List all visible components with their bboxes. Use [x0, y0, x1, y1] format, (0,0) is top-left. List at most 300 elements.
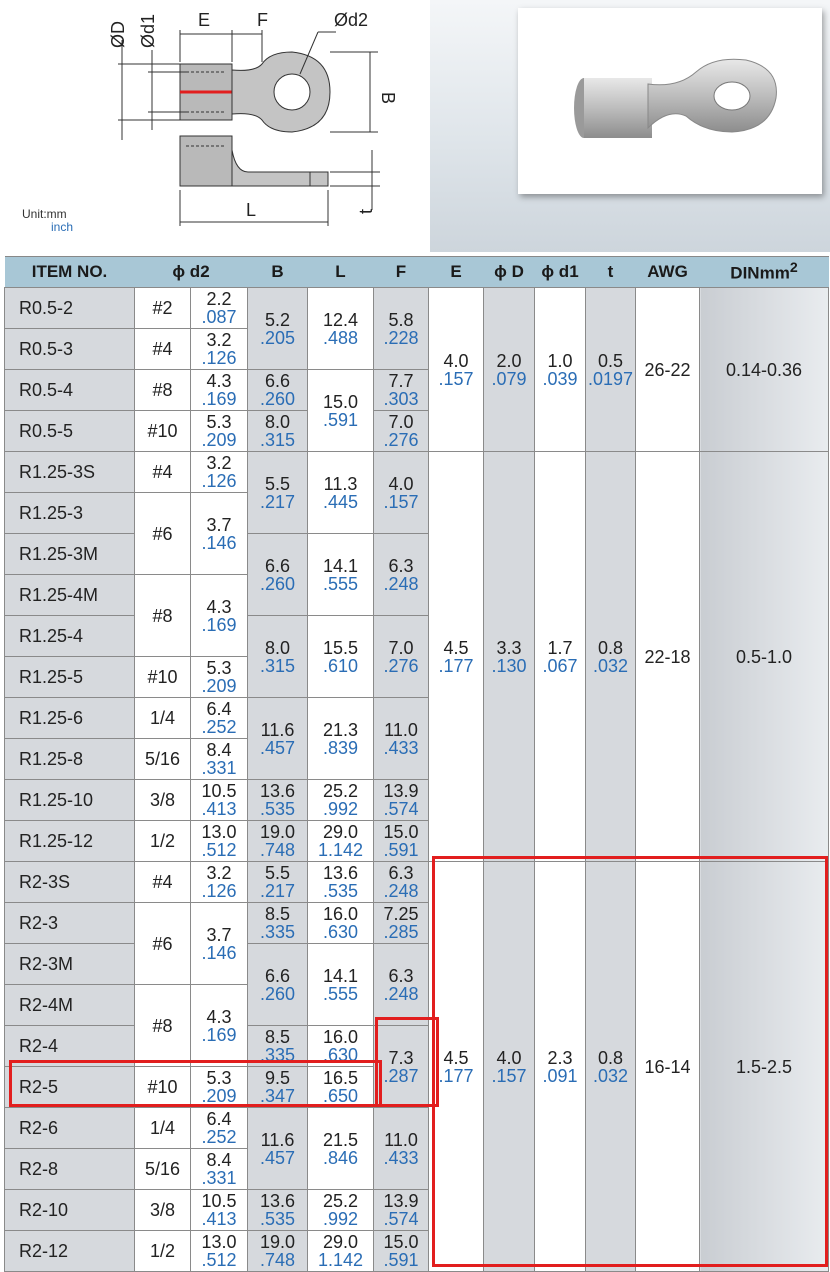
- header-l: L: [308, 257, 374, 288]
- b-cell-mm: 8.0: [264, 412, 291, 432]
- b-cell: [248, 862, 308, 903]
- f-cell: [374, 1108, 429, 1190]
- e-cell-inch: .157: [438, 368, 474, 389]
- table-row: [5, 452, 829, 493]
- l-cell: [308, 1067, 374, 1108]
- d2-cell: [191, 1231, 248, 1272]
- b-cell: [248, 821, 308, 862]
- d2-cell-inch: .331: [201, 1168, 237, 1188]
- f-cell-inch: .303: [383, 389, 419, 409]
- b-cell-inch: .217: [259, 491, 296, 512]
- f-cell: [374, 944, 429, 1026]
- t-cell: [586, 288, 636, 452]
- f-cell-mm: 7.7: [388, 371, 414, 391]
- f-cell: [374, 534, 429, 616]
- f-cell-mm: 13.9: [383, 1191, 419, 1211]
- b-cell-inch: .315: [259, 430, 296, 450]
- f-cell: [374, 616, 429, 698]
- size-cell: 1/4: [135, 698, 191, 739]
- b-cell-mm: 11.6: [260, 1129, 295, 1150]
- l-cell: [308, 288, 374, 370]
- d2-cell-mm: 5.3: [206, 1068, 232, 1088]
- size-cell: 1/2: [135, 1231, 191, 1272]
- t-cell-inch: .032: [592, 1065, 629, 1086]
- d2-cell-mm: 4.3: [206, 1006, 232, 1027]
- label-t: t: [356, 208, 376, 214]
- item-no: R2-12: [5, 1231, 135, 1272]
- l-cell: [308, 1231, 374, 1272]
- b-cell-mm: 9.5: [264, 1068, 291, 1088]
- l-cell: [308, 616, 374, 698]
- b-cell-inch: .347: [259, 1086, 296, 1106]
- l-cell-mm: 16.0: [322, 904, 359, 924]
- b-cell-mm: 19.0: [259, 822, 296, 842]
- item-no: R2-10: [5, 1190, 135, 1231]
- item-no: R2-4: [5, 1026, 135, 1067]
- d-cell-inch: .079: [491, 368, 527, 389]
- d2-cell-inch: .126: [201, 348, 237, 368]
- d2-cell: [191, 493, 248, 575]
- ring-terminal-photo: [518, 8, 822, 194]
- b-cell-inch: .535: [259, 799, 296, 819]
- terminal-spec-table: [4, 256, 829, 1272]
- f-cell-mm: 7.0: [388, 412, 414, 432]
- b-cell: [248, 1231, 308, 1272]
- header-e: E: [429, 257, 484, 288]
- din-cell: 1.5-2.5: [700, 862, 829, 1272]
- item-no: R1.25-10: [5, 780, 135, 821]
- label-d1: Ød1: [138, 13, 158, 48]
- l-cell: [308, 370, 374, 452]
- awg-cell: 22-18: [636, 452, 700, 862]
- d1-cell: [535, 452, 586, 862]
- l-cell-mm: 15.0: [322, 391, 359, 412]
- awg-cell: 26-22: [636, 288, 700, 452]
- b-cell: [248, 288, 308, 370]
- table-row: [5, 862, 829, 903]
- f-cell: [374, 1026, 429, 1108]
- l-cell-mm: 16.0: [322, 1027, 359, 1047]
- table-header: [5, 257, 829, 288]
- b-cell-mm: 6.6: [264, 555, 291, 576]
- d2-cell-mm: 6.4: [206, 1109, 232, 1129]
- l-cell: [308, 821, 374, 862]
- item-no: R1.25-4: [5, 616, 135, 657]
- l-cell: [308, 1026, 374, 1067]
- f-cell-inch: .591: [383, 1250, 419, 1270]
- b-cell-mm: 5.5: [264, 863, 291, 883]
- item-no: R1.25-8: [5, 739, 135, 780]
- d1-cell: [535, 288, 586, 452]
- l-cell-mm: 29.0: [322, 822, 359, 842]
- header-t: t: [586, 257, 636, 288]
- l-cell-inch: .630: [322, 1045, 359, 1065]
- d2-cell: [191, 288, 248, 329]
- size-cell: 3/8: [135, 1190, 191, 1231]
- d2-cell: [191, 370, 248, 411]
- b-cell: [248, 452, 308, 534]
- top-section: [0, 0, 830, 252]
- b-cell-inch: .535: [259, 1209, 296, 1229]
- size-cell: #8: [135, 575, 191, 657]
- d2-cell-mm: 4.3: [206, 596, 232, 617]
- header-d1: ϕ d1: [535, 257, 586, 288]
- label-l: L: [246, 200, 257, 220]
- item-no: R1.25-3: [5, 493, 135, 534]
- item-no: R2-8: [5, 1149, 135, 1190]
- d2-cell: [191, 1190, 248, 1231]
- b-cell-inch: .260: [259, 983, 296, 1004]
- label-d: ØD: [108, 21, 128, 48]
- d2-cell: [191, 821, 248, 862]
- d2-cell: [191, 1149, 248, 1190]
- f-cell-inch: .228: [383, 327, 419, 348]
- b-cell-inch: .217: [259, 881, 296, 901]
- item-no: R1.25-3M: [5, 534, 135, 575]
- l-cell: [308, 780, 374, 821]
- l-cell-inch: .992: [322, 1209, 359, 1229]
- d2-cell-mm: 13.0: [201, 822, 237, 842]
- e-cell-mm: 4.5: [443, 637, 469, 658]
- size-cell: #4: [135, 452, 191, 493]
- f-cell-inch: .248: [383, 983, 419, 1004]
- l-cell: [308, 944, 374, 1026]
- d2-cell-mm: 8.4: [206, 1150, 232, 1170]
- b-cell-mm: 19.0: [259, 1232, 296, 1252]
- l-cell-inch: .591: [322, 409, 359, 430]
- label-d2: Ød2: [334, 10, 369, 30]
- e-cell-inch: .177: [438, 1065, 474, 1086]
- l-cell-mm: 21.5: [322, 1129, 359, 1150]
- d2-cell-inch: .512: [201, 1250, 237, 1270]
- l-cell-mm: 25.2: [322, 1191, 359, 1211]
- size-cell: 1/4: [135, 1108, 191, 1149]
- header-din: [700, 257, 829, 288]
- b-cell-inch: .205: [259, 327, 296, 348]
- d2-cell: [191, 1108, 248, 1149]
- b-cell: [248, 698, 308, 780]
- d2-cell: [191, 780, 248, 821]
- item-no: R0.5-2: [5, 288, 135, 329]
- item-no: R1.25-6: [5, 698, 135, 739]
- d2-cell-inch: .169: [201, 614, 237, 635]
- d2-cell-inch: .126: [201, 471, 237, 491]
- size-cell: 1/2: [135, 821, 191, 862]
- b-cell: [248, 534, 308, 616]
- b-cell-inch: .457: [259, 1147, 296, 1168]
- b-cell-inch: .748: [259, 1250, 296, 1270]
- d2-cell-mm: 5.3: [206, 658, 232, 678]
- f-cell-mm: 15.0: [383, 822, 419, 842]
- b-cell: [248, 780, 308, 821]
- l-cell: [308, 534, 374, 616]
- b-cell-mm: 8.5: [264, 904, 291, 924]
- l-cell: [308, 698, 374, 780]
- d2-cell-inch: .413: [201, 1209, 237, 1229]
- d2-cell-inch: .331: [201, 758, 237, 778]
- d-cell-inch: .157: [491, 1065, 527, 1086]
- size-cell: 3/8: [135, 780, 191, 821]
- t-cell-inch: .0197: [587, 368, 634, 389]
- f-cell-mm: 15.0: [383, 1232, 419, 1252]
- b-cell-mm: 13.6: [259, 1191, 296, 1211]
- b-cell-mm: 8.5: [264, 1027, 291, 1047]
- f-cell-inch: .574: [383, 799, 419, 819]
- d2-cell-mm: 8.4: [206, 740, 232, 760]
- b-cell-inch: .315: [259, 655, 296, 676]
- d2-cell: [191, 452, 248, 493]
- f-cell-mm: 11.0: [384, 1129, 418, 1150]
- t-cell-mm: 0.8: [597, 637, 624, 658]
- b-cell-inch: .260: [259, 389, 296, 409]
- t-cell-mm: 0.5: [597, 350, 624, 371]
- l-cell-mm: 21.3: [322, 719, 359, 740]
- d-cell: [484, 452, 535, 862]
- size-cell: #10: [135, 657, 191, 698]
- d2-cell: [191, 985, 248, 1067]
- l-cell-mm: 14.1: [322, 965, 359, 986]
- item-no: R2-5: [5, 1067, 135, 1108]
- d2-cell-mm: 2.2: [206, 289, 232, 309]
- d-cell-mm: 4.0: [496, 1047, 522, 1068]
- l-cell-inch: 1.142: [317, 1250, 364, 1270]
- d2-cell-mm: 3.2: [206, 863, 232, 883]
- size-cell: 5/16: [135, 739, 191, 780]
- t-cell-inch: .032: [592, 655, 629, 676]
- size-cell: #10: [135, 411, 191, 452]
- b-cell-mm: 5.2: [264, 309, 291, 330]
- t-cell: [586, 452, 636, 862]
- l-cell: [308, 903, 374, 944]
- f-cell-mm: 7.3: [388, 1047, 414, 1068]
- f-cell-inch: .285: [383, 922, 419, 942]
- header-b: B: [248, 257, 308, 288]
- f-cell-inch: .276: [383, 655, 419, 676]
- f-cell-inch: .248: [383, 573, 419, 594]
- b-cell-mm: 5.5: [264, 473, 291, 494]
- size-cell: #2: [135, 288, 191, 329]
- unit-inch: inch: [51, 220, 74, 234]
- b-cell-inch: .457: [259, 737, 296, 758]
- b-cell: [248, 903, 308, 944]
- label-f: F: [257, 10, 268, 30]
- table-body: [5, 288, 829, 1272]
- d2-cell: [191, 862, 248, 903]
- f-cell-mm: 7.0: [388, 637, 414, 658]
- b-cell: [248, 1108, 308, 1190]
- d1-cell-mm: 1.0: [547, 350, 573, 371]
- e-cell-mm: 4.0: [443, 350, 469, 371]
- unit-legend: [22, 208, 73, 234]
- l-cell-inch: .445: [322, 491, 359, 512]
- d2-cell: [191, 739, 248, 780]
- b-cell-mm: 8.0: [264, 637, 291, 658]
- l-cell-mm: 13.6: [322, 863, 359, 883]
- f-cell: [374, 452, 429, 534]
- d2-cell-mm: 10.5: [201, 1191, 237, 1211]
- d-cell: [484, 862, 535, 1272]
- e-cell: [429, 452, 484, 862]
- f-cell-mm: 6.3: [388, 863, 414, 883]
- f-cell: [374, 698, 429, 780]
- item-no: R2-4M: [5, 985, 135, 1026]
- d1-cell: [535, 862, 586, 1272]
- f-cell-mm: 11.0: [384, 719, 418, 740]
- d2-cell-inch: .252: [201, 717, 237, 737]
- size-cell: #4: [135, 862, 191, 903]
- item-no: R0.5-5: [5, 411, 135, 452]
- unit-mm: Unit:mm: [22, 207, 67, 221]
- f-cell: [374, 411, 429, 452]
- d-cell: [484, 288, 535, 452]
- d2-cell: [191, 698, 248, 739]
- l-cell-inch: .610: [322, 655, 359, 676]
- e-cell: [429, 862, 484, 1272]
- d2-cell-inch: .512: [201, 840, 237, 860]
- d1-cell-inch: .039: [542, 368, 578, 389]
- l-cell: [308, 452, 374, 534]
- f-cell-mm: 7.25: [383, 904, 419, 924]
- f-cell-mm: 6.3: [388, 555, 414, 576]
- d1-cell-inch: .067: [542, 655, 578, 676]
- header-din-text: DINmm: [730, 263, 790, 283]
- d-cell-mm: 3.3: [496, 637, 522, 658]
- f-cell: [374, 288, 429, 370]
- f-cell: [374, 780, 429, 821]
- b-cell-mm: 6.6: [264, 371, 291, 391]
- d2-cell-mm: 13.0: [201, 1232, 237, 1252]
- l-cell-inch: .839: [322, 737, 359, 758]
- d2-cell-inch: .169: [201, 389, 237, 409]
- d2-cell-inch: .126: [201, 881, 237, 901]
- l-cell-inch: .630: [322, 922, 359, 942]
- size-cell: #6: [135, 493, 191, 575]
- item-no: R2-3: [5, 903, 135, 944]
- l-cell-inch: 1.142: [317, 840, 364, 860]
- d2-cell-mm: 3.7: [206, 514, 232, 535]
- d2-cell-mm: 6.4: [206, 699, 232, 719]
- size-cell: #8: [135, 370, 191, 411]
- f-cell-inch: .574: [383, 1209, 419, 1229]
- d1-cell-mm: 2.3: [547, 1047, 573, 1068]
- size-cell: #4: [135, 329, 191, 370]
- size-cell: #8: [135, 985, 191, 1067]
- f-cell-mm: 4.0: [388, 473, 414, 494]
- d2-cell: [191, 329, 248, 370]
- f-cell-inch: .248: [383, 881, 419, 901]
- t-cell: [586, 862, 636, 1272]
- l-cell-mm: 29.0: [322, 1232, 359, 1252]
- size-cell: 5/16: [135, 1149, 191, 1190]
- d-cell-inch: .130: [491, 655, 527, 676]
- item-no: R2-3M: [5, 944, 135, 985]
- item-no: R0.5-4: [5, 370, 135, 411]
- f-cell: [374, 1231, 429, 1272]
- d2-cell-mm: 4.3: [206, 371, 232, 391]
- b-cell-inch: .748: [259, 840, 296, 860]
- f-cell-inch: .287: [383, 1065, 419, 1086]
- f-cell-inch: .276: [383, 430, 419, 450]
- l-cell-inch: .992: [322, 799, 359, 819]
- item-no: R1.25-5: [5, 657, 135, 698]
- l-cell-mm: 15.5: [322, 637, 359, 658]
- f-cell: [374, 1190, 429, 1231]
- header-awg: AWG: [636, 257, 700, 288]
- b-cell-mm: 6.6: [264, 965, 291, 986]
- d2-cell-inch: .146: [201, 942, 237, 963]
- f-cell-inch: .157: [383, 491, 419, 512]
- f-cell-inch: .591: [383, 840, 419, 860]
- d2-cell-inch: .146: [201, 532, 237, 553]
- header-item: ITEM NO.: [5, 257, 135, 288]
- l-cell-inch: .846: [322, 1147, 359, 1168]
- d1-cell-mm: 1.7: [547, 637, 573, 658]
- item-no: R1.25-12: [5, 821, 135, 862]
- d2-cell-inch: .209: [201, 430, 237, 450]
- label-e: E: [198, 10, 211, 30]
- f-cell: [374, 862, 429, 903]
- d2-cell-inch: .209: [201, 676, 237, 696]
- item-no: R1.25-4M: [5, 575, 135, 616]
- item-no: R2-6: [5, 1108, 135, 1149]
- l-cell-inch: .555: [322, 573, 359, 594]
- size-cell: #6: [135, 903, 191, 985]
- b-cell: [248, 411, 308, 452]
- d2-cell-inch: .252: [201, 1127, 237, 1147]
- l-cell-mm: 25.2: [322, 781, 359, 801]
- d2-cell-mm: 3.2: [206, 330, 232, 350]
- f-cell-mm: 13.9: [383, 781, 419, 801]
- header-din-sup: 2: [789, 260, 798, 277]
- b-cell-mm: 11.6: [260, 719, 295, 740]
- din-cell: 0.14-0.36: [700, 288, 829, 452]
- f-cell-inch: .433: [383, 737, 419, 758]
- item-no: R0.5-3: [5, 329, 135, 370]
- b-cell: [248, 1026, 308, 1067]
- f-cell: [374, 821, 429, 862]
- item-no: R2-3S: [5, 862, 135, 903]
- f-cell-mm: 6.3: [388, 965, 414, 986]
- l-cell-mm: 12.4: [322, 309, 359, 330]
- d2-cell-inch: .169: [201, 1024, 237, 1045]
- b-cell: [248, 1067, 308, 1108]
- f-cell-mm: 5.8: [388, 309, 414, 330]
- d-cell-mm: 2.0: [496, 350, 522, 371]
- b-cell-inch: .335: [259, 1045, 296, 1065]
- din-cell: 0.5-1.0: [700, 452, 829, 862]
- f-cell: [374, 370, 429, 411]
- d2-cell-mm: 5.3: [206, 412, 232, 432]
- t-cell-mm: 0.8: [597, 1047, 624, 1068]
- l-cell: [308, 1108, 374, 1190]
- l-cell: [308, 862, 374, 903]
- d2-cell-mm: 10.5: [201, 781, 237, 801]
- table-row: [5, 288, 829, 329]
- size-cell: #10: [135, 1067, 191, 1108]
- awg-cell: 16-14: [636, 862, 700, 1272]
- d1-cell-inch: .091: [542, 1065, 578, 1086]
- b-cell: [248, 616, 308, 698]
- e-cell: [429, 288, 484, 452]
- b-cell-mm: 13.6: [259, 781, 296, 801]
- d2-cell: [191, 657, 248, 698]
- f-cell-inch: .433: [383, 1147, 419, 1168]
- l-cell-mm: 11.3: [323, 473, 358, 494]
- d2-cell: [191, 903, 248, 985]
- d2-cell: [191, 411, 248, 452]
- b-cell-inch: .335: [259, 922, 296, 942]
- l-cell-mm: 16.5: [322, 1068, 359, 1088]
